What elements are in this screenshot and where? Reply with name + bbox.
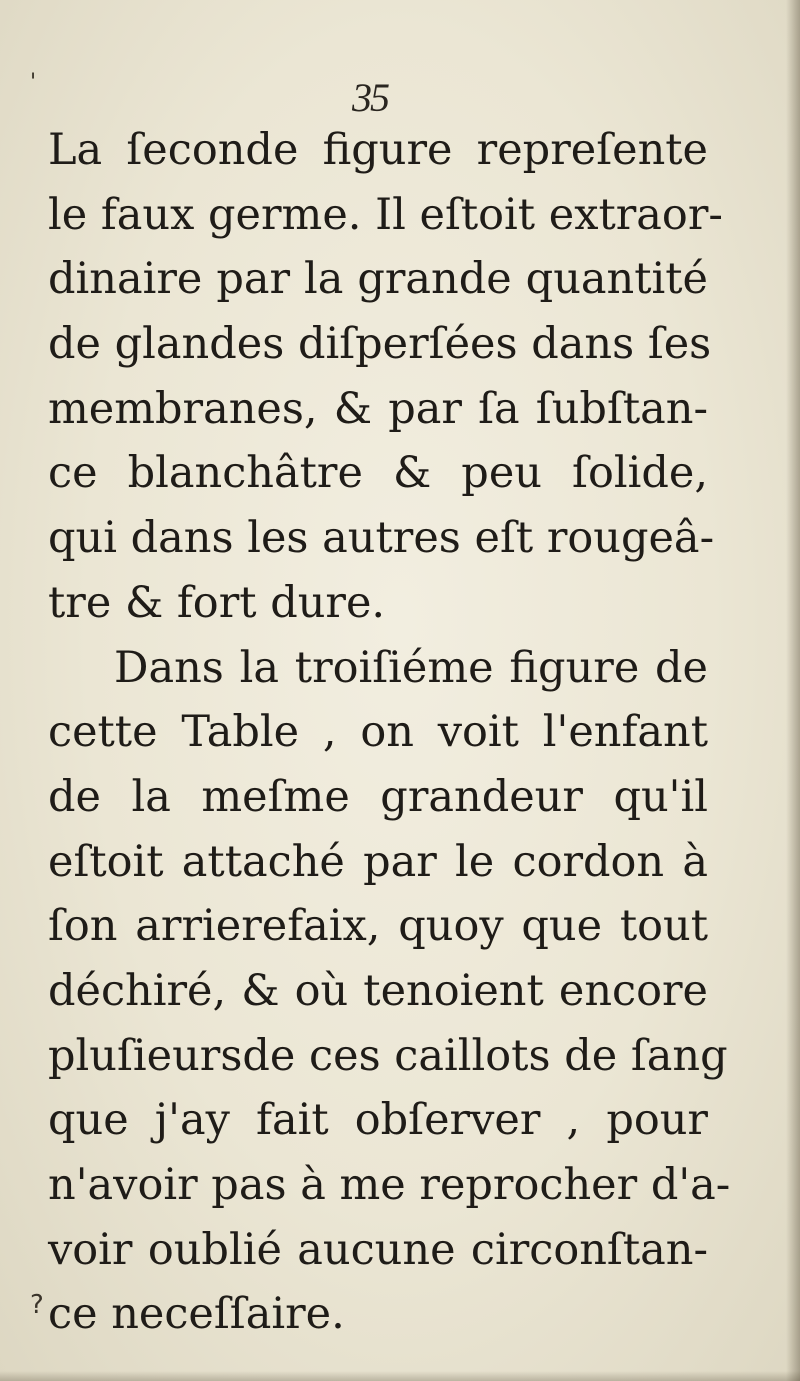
text-line: tre & fort dure.	[48, 577, 386, 628]
text-line: de glandes diſperſées dans ſes	[48, 319, 712, 370]
text-line: pluſieursde ces caillots de ſang	[48, 1030, 728, 1081]
text-line: le faux germe. Il eſtoit extraor-	[48, 189, 723, 240]
page-bottom-shadow	[0, 1371, 800, 1381]
text-line: qui dans les autres eſt rougeâ-	[48, 513, 715, 564]
stray-mark-top-left: '	[30, 70, 37, 95]
text-line: ſon arrierefaix, quoy que tout	[48, 901, 708, 952]
text-line: dinaire par la grande quantité	[48, 254, 708, 305]
paragraph-1	[48, 118, 723, 636]
page-number: 35	[352, 75, 388, 120]
text-line: n'avoir pas à me reprocher d'a-	[48, 1160, 731, 1210]
text-line: ce blanchâtre & peu ſolide,	[48, 448, 708, 499]
text-line: ce neceſſaire.	[48, 1289, 345, 1340]
text-line: Dans la troiſiéme figure de	[114, 642, 708, 693]
text-line: déchiré, & où tenoient encore	[48, 965, 708, 1016]
stray-mark-bottom-left: ?	[30, 1290, 44, 1320]
paragraph-2	[48, 636, 731, 1348]
text-line: membranes, & par ſa ſubſtan-	[48, 383, 708, 434]
text-line: cette Table , on voit l'enfant	[48, 707, 708, 758]
text-line: La ſeconde figure repreſente	[48, 125, 708, 175]
text-line: voir oublié aucune circonſtan-	[48, 1224, 708, 1275]
text-line: que j'ay fait obſerver , pour	[48, 1095, 708, 1146]
page-edge-shadow	[786, 0, 800, 1381]
text-line: eſtoit attaché par le cordon à	[48, 836, 708, 887]
body-text	[48, 118, 731, 1347]
text-line: de la meſme grandeur qu'il	[48, 771, 708, 822]
